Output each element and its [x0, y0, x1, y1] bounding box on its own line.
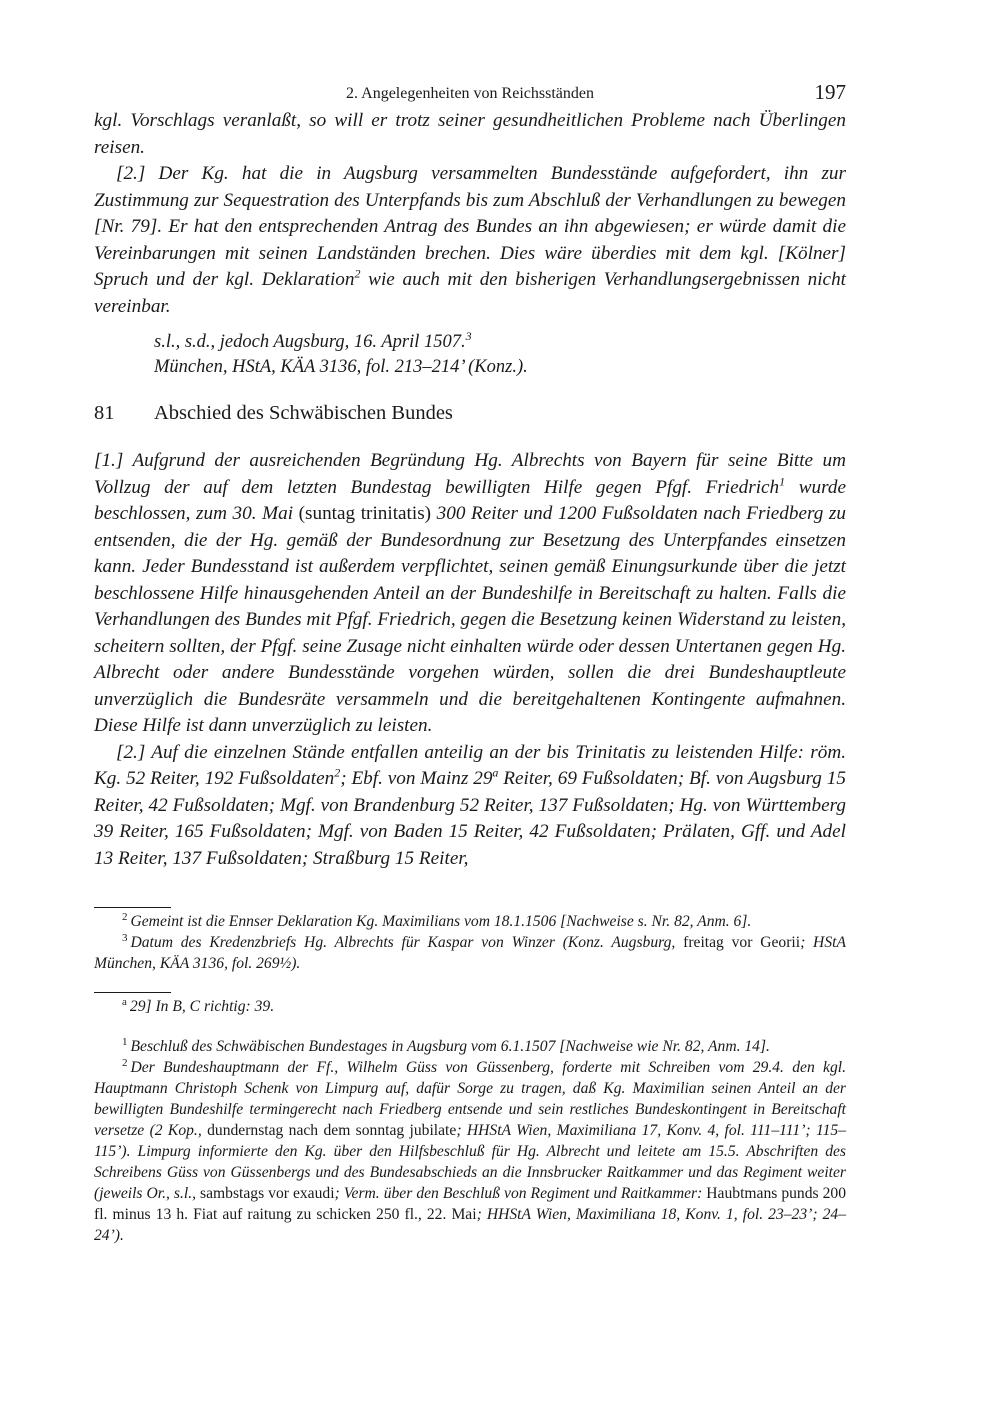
doc81-p1-text-a: [1.] Aufgrund der ausreichenden Begründung Hg. Albrechts von Bayern für seine Bitte um Vollzug der auf dem letzten Bundestag bewilligten Hilfe gegen Pfgf. Friedrich [94, 450, 846, 498]
doc81-paragraph-1 [94, 448, 846, 740]
footnote-2-number: 2 [122, 910, 128, 923]
textual-note-a [94, 996, 846, 1017]
footnote-2-doc81-text-c: ; Verm. über den Beschluß von Regiment und Raitkammer: [334, 1185, 707, 1202]
footnote-2-doc81-quote-3: Haubtmans punds 200 fl. minus 13 h. Fiat auf raitung zu schicken 250 fl., 22. Mai [94, 1185, 846, 1223]
textual-note-a-letter: a [122, 995, 127, 1008]
source-date-text: s.l., s.d., jedoch Augsburg, 16. April 1507. [154, 332, 466, 352]
doc80-para2-text-b: wie auch mit den bisherigen Verhandlungsergebnissen nicht vereinbar. [94, 269, 846, 317]
footnote-ref-2: 2 [354, 266, 361, 281]
doc80-paragraph-2 [94, 161, 846, 320]
footnote-2-doc81-quote-1: dundernstag nach dem sonntag jubilate [207, 1122, 457, 1139]
doc81-p1-quote: (suntag trinitatis) [298, 503, 432, 524]
footnote-1 [94, 1036, 846, 1057]
page-number: 197 [814, 80, 846, 104]
footnote-2-doc81-text-b: ; HHStA Wien, Maximiliana 17, Konv. 4, fol. 111–111’; 115–115’). Limpurg informierte den Kg. über den Hilfsbeschluß für Hg. Albrecht und leitete am 15.5. Abschriften des Schreibens Güss von Güssenbergs und des Bundesabschieds an die Innsbrucker Raitkammer und das Regiment weiter (jeweils Or., s.l., [94, 1122, 847, 1202]
page [94, 78, 846, 1246]
source-date [154, 330, 846, 355]
doc81-p2-text-b: ; Ebf. von Mainz 29 [340, 768, 493, 789]
footnote-1-text: Beschluß des Schwäbischen Bundestages in Augsburg vom 6.1.1507 [Nachweise wie Nr. 82, Anm. 14]. [130, 1038, 770, 1055]
footnote-2-doc81-text-d: ; HHStA Wien, Maximiliana 18, Konv. 1, fol. 23–23’; 24–24’). [94, 1206, 846, 1244]
source-archive: München, HStA, KÄA 3136, fol. 213–214’ (Konz.). [154, 357, 528, 377]
doc81-paragraph-2 [94, 740, 846, 873]
running-head [94, 78, 846, 108]
document-number: 81 [94, 402, 115, 424]
doc81-p1-text-b: wurde beschlossen, zum 30. Mai [94, 476, 846, 524]
footnote-3 [94, 932, 846, 974]
doc81-body [94, 448, 846, 872]
running-head-title: 2. Angelegenheiten von Reichsständen [346, 85, 594, 102]
textual-note-rule [94, 992, 171, 993]
source-citation [154, 330, 846, 380]
doc81-p2-text-a: [2.] Auf die einzelnen Stände entfallen anteilig an der bis Trinitatis zu leistenden Hilfe: röm. Kg. 52 Reiter, 192 Fußsoldaten [94, 741, 846, 789]
document-heading [94, 402, 846, 432]
footnote-1-number: 1 [122, 1035, 128, 1048]
footnote-3-text-b: ; HStA München, KÄA 3136, fol. 269½). [94, 934, 846, 972]
footnote-rule [94, 907, 171, 908]
footnotes-doc81 [94, 1036, 846, 1246]
footnote-2-doc81-quote-2: sambstags vor exaudi [200, 1185, 335, 1202]
footnote-3-quote: freitag vor Georii [683, 934, 801, 951]
textual-notes [94, 992, 846, 1017]
footnote-2-text: Gemeint ist die Ennser Deklaration Kg. Maximilians vom 18.1.1506 [Nachweise s. Nr. 82, Anm. 6]. [130, 913, 752, 930]
footnote-ref-1: 1 [779, 474, 786, 489]
doc80-para2-text-a: [2.] Der Kg. hat die in Augsburg versammelten Bundesstände aufgefordert, ihn zur Zustimmung zur Sequestration des Unterpfands bis zum Abschluß der Verhandlungen zu bewegen [Nr. 79]. Er hat den entsprechenden Antrag des Bundes an ihn abgewiesen; er würde damit die Vereinbarungen mit seinen Landständen brechen. Dies wäre überdies mit dem kgl. [Kölner] Spruch und der kgl. Deklaration [94, 163, 846, 290]
textual-note-a-text: 29] In B, C richtig: 39. [129, 998, 275, 1015]
footnote-ref-2b: 2 [334, 765, 341, 780]
footnote-2-doc81-text-a: Der Bundeshauptmann der Ff., Wilhelm Güss von Güssenberg, forderte mit Schreiben vom 29.4. den kgl. Hauptmann Christoph Schenk von Limpurg auf, dafür Sorge zu tragen, daß Kg. Maximilian seinen Anteil an der bewilligten Bundeshilfe termingerecht nach Friedberg entsende und sein restliches Bundeskontingent in Bereitschaft versetze (2 Kop., [94, 1059, 846, 1139]
doc81-p2-text-c: Reiter, 69 Fußsoldaten; Bf. von Augsburg 15 Reiter, 42 Fußsoldaten; Mgf. von Brandenburg 52 Reiter, 137 Fußsoldaten; Hg. von Württemberg 39 Reiter, 165 Fußsoldaten; Mgf. von Baden 15 Reiter, 42 Fußsoldaten; Prälaten, Gff. und Adel 13 Reiter, 137 Fußsoldaten; Straßburg 15 Reiter, [94, 768, 846, 869]
footnote-2 [94, 911, 846, 932]
footnote-2-doc81-number: 2 [122, 1056, 128, 1069]
footnotes-doc80 [94, 907, 846, 974]
footnote-3-number: 3 [122, 931, 128, 944]
footnote-2-doc81 [94, 1057, 846, 1246]
footnote-3-text-a: Datum des Kredenzbriefs Hg. Albrechts für Kaspar von Winzer (Konz. Augsburg, [130, 934, 684, 951]
footnote-ref-3: 3 [465, 328, 472, 343]
document-title: Abschied des Schwäbischen Bundes [154, 402, 453, 424]
doc80-paragraph-1: kgl. Vorschlags veranlaßt, so will er trotz seiner gesundheitlichen Probleme nach Überlingen reisen. [94, 110, 846, 158]
textual-note-ref-a: a [492, 765, 499, 780]
doc81-p1-text-c: 300 Reiter und 1200 Fußsoldaten nach Friedberg zu entsenden, die der Hg. gemäß der Bundesordnung zur Besetzung des Unterpfandes einsetzen kann. Jeder Bundesstand ist außerdem verpflichtet, seinen gemäß Einungsurkunde über die jetzt beschlossene Hilfe hinausgehenden Anteil an der Bundeshilfe in Bereitschaft zu halten. Falls die Verhandlungen des Bundes mit Pfgf. Friedrich, gegen die Besetzung keinen Widerstand zu leisten, scheitern sollten, der Pfgf. seine Zusage nicht einhalten würde oder dessen Untertanen gegen Hg. Albrecht oder andere Bundesstände vorgehen würden, sollen die drei Bundeshauptleute unverzüglich die Bundesräte versammeln und die bereitgehaltenen Kontingente aufmahnen. Diese Hilfe ist dann unverzüglich zu leisten. [94, 503, 846, 736]
